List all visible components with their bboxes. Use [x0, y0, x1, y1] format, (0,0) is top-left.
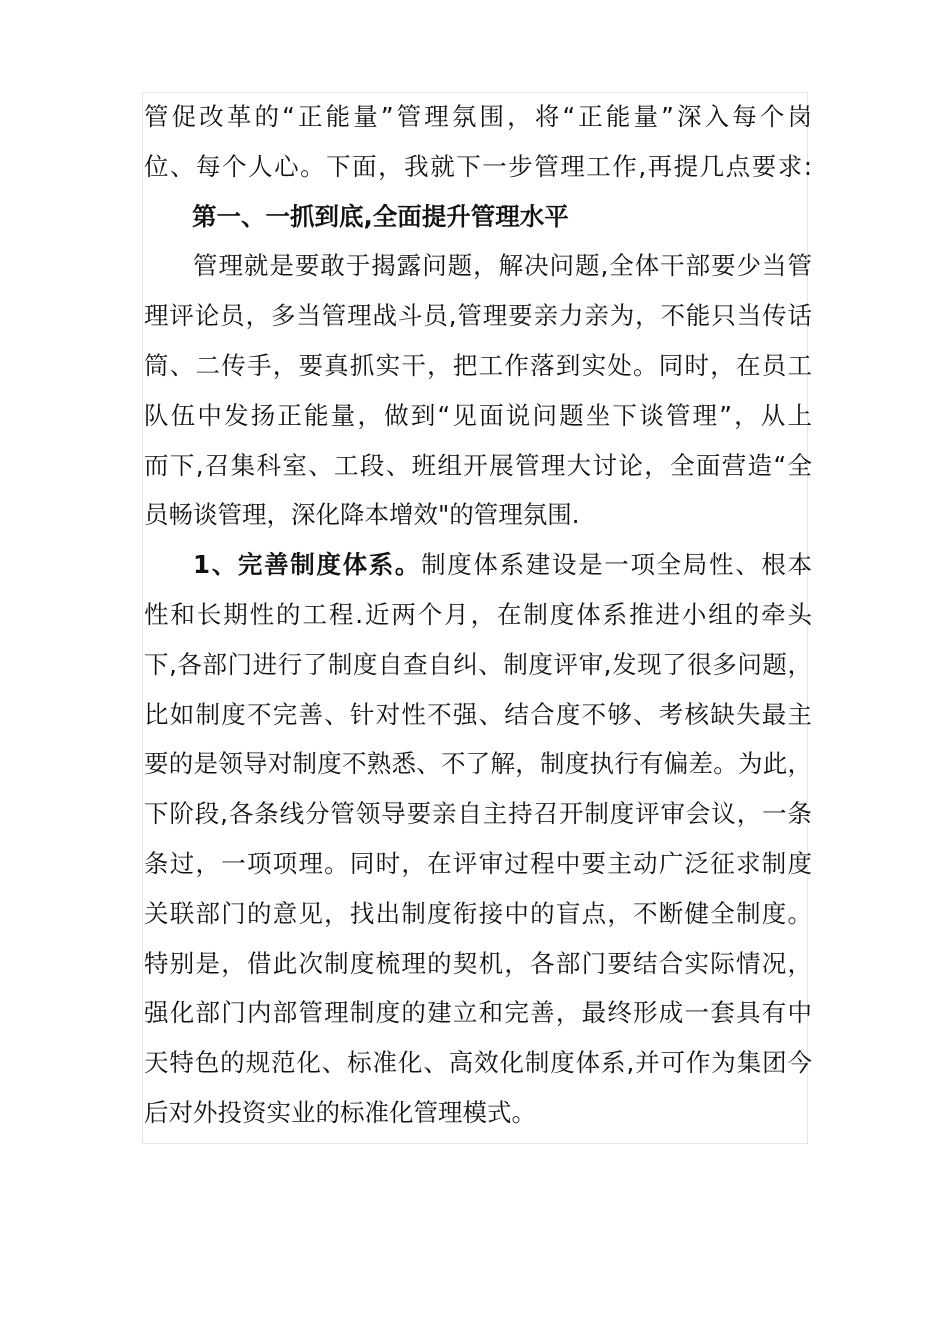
- paragraph-first-line: [144, 540, 812, 590]
- text-line: 关联部门的意见，找出制度衔接中的盲点，不断健全制度。: [144, 898, 812, 928]
- text-line: 筒、二传手，要真抓实干，把工作落到实处。同时，在员工: [144, 350, 812, 380]
- text-line: 位、每个人心。下面，我就下一步管理工作,再提几点要求:: [144, 151, 812, 181]
- text-line: 而下,召集科室、工段、班组开展管理大讨论，全面营造“全: [144, 450, 812, 480]
- text-run: 制度体系建设是一项全局性、根本: [421, 550, 812, 580]
- text-line: 天特色的规范化、标准化、高效化制度体系,并可作为集团今: [144, 1048, 812, 1078]
- text-line: 条过，一项项理。同时，在评审过程中要主动广泛征求制度: [144, 848, 812, 878]
- text-line: 特别是，借此次制度梳理的契机，各部门要结合实际情况，: [144, 948, 812, 978]
- text-line: 性和长期性的工程.近两个月，在制度体系推进小组的牵头: [144, 599, 812, 629]
- text-line: 管理就是要敢于揭露问题，解决问题,全体干部要少当管: [193, 251, 812, 281]
- text-line: 下,各部门进行了制度自查自纠、制度评审,发现了很多问题，: [144, 649, 812, 679]
- text-line: 管促改革的“正能量”管理氛围，将“正能量”深入每个岗: [144, 102, 812, 131]
- text-line: 后对外投资实业的标准化管理模式。: [144, 1097, 536, 1127]
- text-line: 强化部门内部管理制度的建立和完善，最终形成一套具有中: [144, 998, 812, 1028]
- subheading-lead: 1、完善制度体系。: [193, 550, 422, 580]
- text-line: 员畅谈管理，深化降本增效"的管理氛围.: [144, 500, 580, 530]
- text-line: 比如制度不完善、针对性不强、结合度不够、考核缺失最主: [144, 699, 812, 729]
- text-line: 下阶段,各条线分管领导要亲自主持召开制度评审会议，一条: [144, 799, 812, 829]
- section-heading: 第一、一抓到底,全面提升管理水平: [192, 201, 569, 231]
- text-line: 要的是领导对制度不熟悉、不了解，制度执行有偏差。为此，: [144, 749, 812, 779]
- text-line: 理评论员，多当管理战斗员,管理要亲力亲为，不能只当传话: [144, 301, 812, 331]
- text-line: 队伍中发扬正能量，做到“见面说问题坐下谈管理”，从上: [144, 400, 812, 430]
- document-body: [144, 92, 812, 1138]
